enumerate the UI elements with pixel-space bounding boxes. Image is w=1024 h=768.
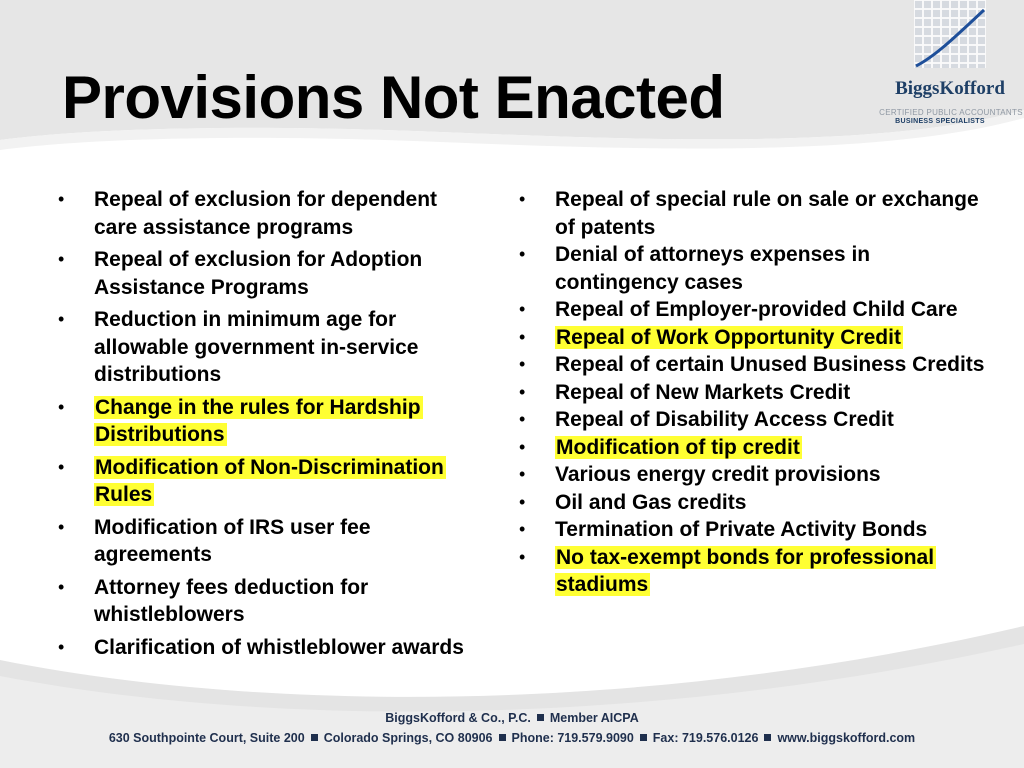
- page-title: Provisions Not Enacted: [62, 64, 725, 131]
- bullet-item: [58, 246, 478, 301]
- bullet-item: [58, 454, 478, 509]
- bullet-item: [58, 634, 478, 662]
- bullet-text: Repeal of special rule on sale or exchange of patents: [555, 188, 979, 239]
- bullet-text: Repeal of exclusion for dependent care assistance programs: [94, 188, 438, 239]
- bullet-icon: •: [58, 516, 65, 537]
- footer-website[interactable]: www.biggskofford.com: [777, 731, 916, 745]
- bullet-icon: •: [519, 189, 526, 209]
- bullet-text: Denial of attorneys expenses in contingency cases: [555, 243, 871, 294]
- bullet-text: Repeal of Employer-provided Child Care: [555, 298, 958, 321]
- separator-square-icon: [311, 734, 318, 741]
- bullet-item: [519, 489, 989, 517]
- bullet-icon: •: [519, 299, 526, 319]
- bullet-icon: •: [519, 436, 526, 457]
- highlighted-bullet-text: Repeal of Work Opportunity Credit: [556, 325, 901, 349]
- bullet-item: [519, 379, 989, 407]
- footer-membership: Member AICPA: [549, 711, 639, 725]
- bullet-item: [519, 241, 989, 296]
- bullet-item: [58, 514, 478, 569]
- bullet-item: [519, 296, 989, 324]
- bullet-text: Modification of IRS user fee agreements: [94, 515, 371, 566]
- bullet-item: [58, 186, 478, 241]
- footer-fax: Fax: 719.576.0126: [652, 731, 759, 745]
- bullet-item: [519, 516, 989, 544]
- bullet-icon: •: [58, 249, 65, 269]
- bullet-text: Repeal of exclusion for Adoption Assistance Programs: [94, 248, 423, 299]
- bullet-icon: •: [58, 309, 65, 329]
- footer-company: BiggsKofford & Co., P.C.: [385, 711, 531, 725]
- bullet-item: [519, 186, 989, 241]
- bullet-item: [58, 574, 478, 629]
- bullet-item: [519, 544, 989, 599]
- company-logo: [876, 0, 1024, 130]
- bullet-icon: •: [519, 409, 526, 429]
- left-bullet-list: [58, 186, 478, 666]
- footer-contact-line: [0, 731, 1024, 745]
- grid-chart-logo-icon: [914, 0, 986, 68]
- bullet-item: [519, 434, 989, 462]
- bullet-text: Clarification of whistleblower awards: [94, 635, 464, 659]
- logo-subtagline: BUSINESS SPECIALISTS: [895, 118, 985, 125]
- bullet-icon: •: [519, 381, 526, 402]
- bullet-icon: •: [58, 576, 65, 597]
- bullet-icon: •: [58, 189, 65, 209]
- bullet-icon: •: [519, 519, 526, 539]
- logo-name: BiggsKofford: [895, 78, 1005, 99]
- footer-city: Colorado Springs, CO 80906: [323, 731, 493, 745]
- highlighted-bullet-text: Change in the rules for Hardship Distributions: [95, 395, 421, 446]
- bullet-icon: •: [58, 396, 65, 417]
- bullet-icon: •: [519, 464, 526, 484]
- separator-square-icon: [499, 734, 506, 741]
- bullet-text: Reduction in minimum age for allowable government in-service distributions: [94, 308, 419, 386]
- footer-phone: Phone: 719.579.9090: [511, 731, 634, 745]
- bullet-icon: •: [519, 546, 526, 567]
- footer-address: 630 Southpointe Court, Suite 200: [108, 731, 305, 745]
- bullet-icon: •: [519, 326, 526, 347]
- bullet-text: Oil and Gas credits: [555, 490, 747, 514]
- bullet-text: Repeal of New Markets Credit: [555, 380, 851, 404]
- bullet-icon: •: [519, 354, 526, 374]
- bullet-item: [58, 306, 478, 389]
- bullet-text: Various energy credit provisions: [555, 463, 881, 486]
- bullet-icon: •: [519, 244, 526, 264]
- bullet-item: [519, 406, 989, 434]
- separator-square-icon: [640, 734, 647, 741]
- bullet-icon: •: [58, 636, 65, 657]
- right-bullet-list: [519, 186, 989, 599]
- logo-tagline: CERTIFIED PUBLIC ACCOUNTANTS: [879, 108, 1023, 117]
- footer-company-line: [0, 711, 1024, 725]
- separator-square-icon: [764, 734, 771, 741]
- bullet-text: Repeal of Disability Access Credit: [555, 408, 894, 431]
- bullet-text: Repeal of certain Unused Business Credits: [555, 353, 985, 376]
- bullet-icon: •: [58, 456, 65, 477]
- bullet-text: Termination of Private Activity Bonds: [555, 518, 928, 541]
- bullet-item: [519, 461, 989, 489]
- bullet-text: Attorney fees deduction for whistleblowers: [94, 575, 369, 626]
- separator-square-icon: [537, 714, 544, 721]
- highlighted-bullet-text: Modification of Non-Discrimination Rules: [95, 455, 444, 506]
- bullet-item: [58, 394, 478, 449]
- bullet-item: [519, 351, 989, 379]
- highlighted-bullet-text: No tax-exempt bonds for professional stadiums: [556, 545, 935, 596]
- bullet-icon: •: [519, 491, 526, 512]
- highlighted-bullet-text: Modification of tip credit: [556, 435, 800, 459]
- bullet-item: [519, 324, 989, 352]
